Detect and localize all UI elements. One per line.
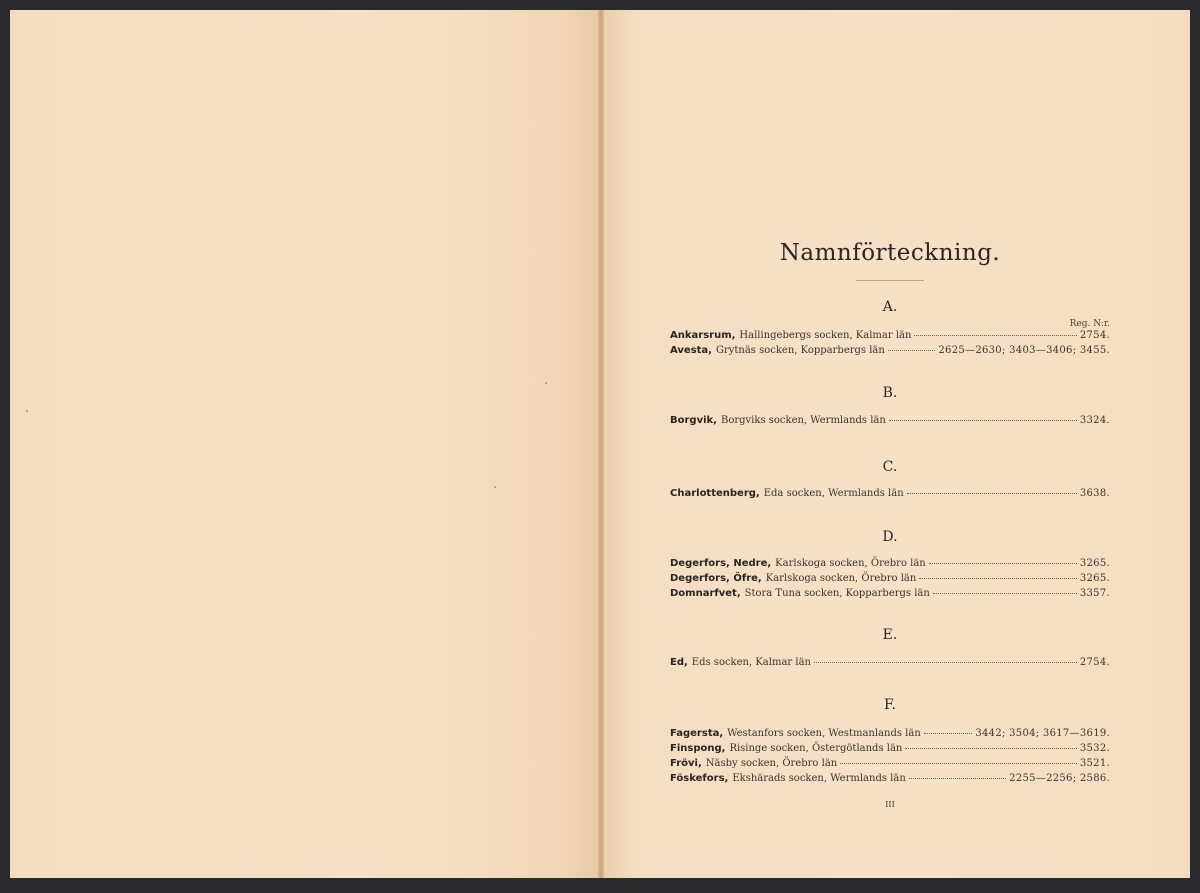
- entry-name: Borgvik,: [670, 415, 717, 426]
- entry-reg-number: 2255—2256; 2586.: [1009, 773, 1110, 784]
- entry-description: Risinge socken, Östergötlands län: [729, 743, 903, 754]
- entry-reg-number: 3265.: [1079, 573, 1110, 584]
- leader-dots: [905, 748, 1076, 749]
- entry-reg-number: 3324.: [1079, 415, 1110, 426]
- index-entry: [670, 728, 1110, 742]
- entry-name: Föskefors,: [670, 773, 729, 784]
- title-rule: [856, 280, 924, 281]
- entry-name: Frövi,: [670, 758, 702, 769]
- entry-name: Finspong,: [670, 743, 726, 754]
- index-entry: [670, 558, 1110, 572]
- entry-name: Ankarsrum,: [670, 330, 736, 341]
- leader-dots: [919, 578, 1077, 579]
- entry-reg-number: 3532.: [1079, 743, 1110, 754]
- section-letter: D.: [882, 529, 898, 545]
- entry-description: Eda socken, Wermlands län: [763, 488, 904, 499]
- entry-reg-number: 3521.: [1079, 758, 1110, 769]
- right-page: [604, 10, 1190, 878]
- entry-description: Näsby socken, Örebro län: [705, 758, 838, 769]
- leader-dots: [909, 778, 1006, 779]
- book-spread: [10, 10, 1190, 878]
- entry-reg-number: 3265.: [1079, 558, 1110, 569]
- entry-description: Hallingebergs socken, Kalmar län: [739, 330, 912, 341]
- leader-dots: [889, 420, 1077, 421]
- leader-dots: [840, 763, 1077, 764]
- index-entry: [670, 573, 1110, 587]
- index-entry: [670, 758, 1110, 772]
- entry-name: Degerfors, Öfre,: [670, 573, 762, 584]
- entry-description: Karlskoga socken, Örebro län: [775, 558, 926, 569]
- index-entry: [670, 588, 1110, 602]
- page-number: III: [885, 800, 895, 809]
- entry-reg-number: 3442; 3504; 3617—3619.: [975, 728, 1110, 739]
- entry-name: Charlottenberg,: [670, 488, 760, 499]
- entry-name: Avesta,: [670, 345, 712, 356]
- reg-number-header: Reg. N:r.: [1069, 319, 1110, 329]
- entry-reg-number: 2625—2630; 3403—3406; 3455.: [938, 345, 1110, 356]
- leader-dots: [814, 662, 1077, 663]
- entry-reg-number: 3357.: [1079, 588, 1110, 599]
- entry-name: Domnarfvet,: [670, 588, 741, 599]
- leader-dots: [914, 335, 1076, 336]
- leader-dots: [929, 563, 1077, 564]
- leader-dots: [888, 350, 936, 351]
- index-entry: [670, 330, 1110, 344]
- entry-name: Degerfors, Nedre,: [670, 558, 772, 569]
- entry-name: Fagersta,: [670, 728, 724, 739]
- entry-description: Stora Tuna socken, Kopparbergs län: [744, 588, 930, 599]
- entry-description: Westanfors socken, Westmanlands län: [727, 728, 921, 739]
- section-letter: B.: [882, 385, 898, 401]
- entry-description: Karlskoga socken, Örebro län: [765, 573, 917, 584]
- entry-reg-number: 2754.: [1079, 657, 1110, 668]
- section-letter: E.: [882, 627, 898, 643]
- entry-description: Grytnäs socken, Kopparbergs län: [715, 345, 885, 356]
- entry-reg-number: 3638.: [1079, 488, 1110, 499]
- leader-dots: [933, 593, 1077, 594]
- entry-name: Ed,: [670, 657, 688, 668]
- entry-description: Ekshärads socken, Wermlands län: [732, 773, 906, 784]
- index-entry: [670, 345, 1110, 359]
- entry-description: Eds socken, Kalmar län: [691, 657, 811, 668]
- index-entry: [670, 657, 1110, 671]
- leader-dots: [924, 733, 973, 734]
- section-letter: C.: [882, 459, 898, 475]
- section-letter: F.: [884, 697, 896, 713]
- index-entry: [670, 773, 1110, 787]
- entry-description: Borgviks socken, Wermlands län: [720, 415, 886, 426]
- page-title: Namnförteckning.: [779, 240, 1001, 266]
- leader-dots: [907, 493, 1077, 494]
- index-entry: [670, 743, 1110, 757]
- entry-reg-number: 2754.: [1079, 330, 1110, 341]
- index-entry: [670, 488, 1110, 502]
- index-entry: [670, 415, 1110, 429]
- left-page-blank: [10, 10, 599, 878]
- section-letter: A.: [882, 299, 898, 315]
